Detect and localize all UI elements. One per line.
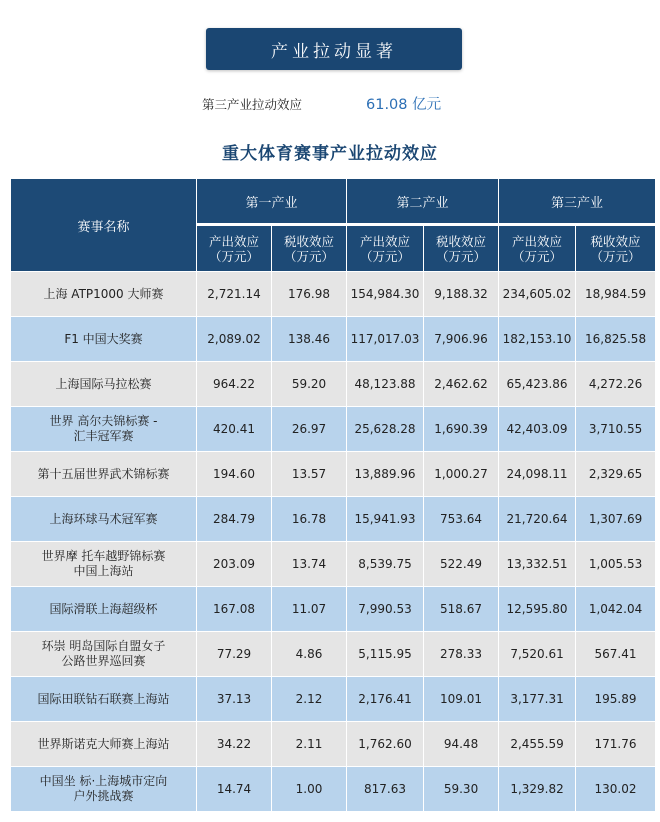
value-cell: 13.57	[272, 452, 346, 496]
event-name-cell: 国际田联钻石联赛上海站	[11, 677, 196, 721]
value-cell: 964.22	[197, 362, 271, 406]
summary-label: 第三产业拉动效应	[202, 97, 303, 112]
table-row	[11, 407, 655, 451]
value-cell: 518.67	[424, 587, 498, 631]
value-cell: 567.41	[576, 632, 655, 676]
value-cell: 18,984.59	[576, 272, 655, 316]
table-row	[11, 317, 655, 361]
value-cell: 3,177.31	[499, 677, 575, 721]
event-name-cell: 上海国际马拉松赛	[11, 362, 196, 406]
value-cell: 16,825.58	[576, 317, 655, 361]
event-name-cell: 环崇 明岛国际自盟女子 公路世界巡回赛	[11, 632, 196, 676]
value-cell: 138.46	[272, 317, 346, 361]
col-group-tertiary: 第三产业	[499, 179, 655, 225]
section-banner	[206, 28, 462, 70]
value-cell: 194.60	[197, 452, 271, 496]
value-cell: 234,605.02	[499, 272, 575, 316]
value-cell: 1,005.53	[576, 542, 655, 586]
value-cell: 2,455.59	[499, 722, 575, 766]
col-header-output: 产出效应 （万元）	[197, 226, 271, 271]
table-row	[11, 767, 655, 811]
col-header-tax: 税收效应 （万元）	[272, 226, 346, 271]
value-cell: 8,539.75	[347, 542, 423, 586]
value-cell: 522.49	[424, 542, 498, 586]
value-cell: 182,153.10	[499, 317, 575, 361]
value-cell: 130.02	[576, 767, 655, 811]
col-group-secondary: 第二产业	[347, 179, 498, 225]
event-name-cell: 国际滑联上海超级杯	[11, 587, 196, 631]
value-cell: 1,690.39	[424, 407, 498, 451]
col-header-tax: 税收效应 （万元）	[424, 226, 498, 271]
value-cell: 4.86	[272, 632, 346, 676]
value-cell: 1,762.60	[347, 722, 423, 766]
value-cell: 59.30	[424, 767, 498, 811]
value-cell: 7,906.96	[424, 317, 498, 361]
value-cell: 11.07	[272, 587, 346, 631]
value-cell: 77.29	[197, 632, 271, 676]
value-cell: 2,462.62	[424, 362, 498, 406]
table-row	[11, 272, 655, 316]
table-title: 重大体育赛事产业拉动效应	[222, 144, 438, 164]
value-cell: 94.48	[424, 722, 498, 766]
table-row	[11, 362, 655, 406]
event-name-cell: 中国坐 标·上海城市定向 户外挑战赛	[11, 767, 196, 811]
event-name-cell: 世界 高尔夫锦标赛 - 汇丰冠军赛	[11, 407, 196, 451]
value-cell: 5,115.95	[347, 632, 423, 676]
event-name-cell: 上海 ATP1000 大师赛	[11, 272, 196, 316]
value-cell: 12,595.80	[499, 587, 575, 631]
value-cell: 7,520.61	[499, 632, 575, 676]
table-row	[11, 497, 655, 541]
value-cell: 203.09	[197, 542, 271, 586]
value-cell: 117,017.03	[347, 317, 423, 361]
value-cell: 2,329.65	[576, 452, 655, 496]
value-cell: 13.74	[272, 542, 346, 586]
value-cell: 34.22	[197, 722, 271, 766]
table-header-row	[11, 179, 655, 225]
value-cell: 2.11	[272, 722, 346, 766]
event-name-cell: F1 中国大奖赛	[11, 317, 196, 361]
summary-value: 61.08 亿元	[366, 97, 442, 113]
table-row	[11, 587, 655, 631]
value-cell: 420.41	[197, 407, 271, 451]
value-cell: 2,089.02	[197, 317, 271, 361]
value-cell: 2.12	[272, 677, 346, 721]
value-cell: 109.01	[424, 677, 498, 721]
value-cell: 59.20	[272, 362, 346, 406]
col-header-output: 产出效应 （万元）	[347, 226, 423, 271]
value-cell: 42,403.09	[499, 407, 575, 451]
value-cell: 16.78	[272, 497, 346, 541]
col-header-tax: 税收效应 （万元）	[576, 226, 655, 271]
value-cell: 21,720.64	[499, 497, 575, 541]
col-group-primary: 第一产业	[197, 179, 346, 225]
value-cell: 1.00	[272, 767, 346, 811]
event-name-cell: 第十五届世界武术锦标赛	[11, 452, 196, 496]
value-cell: 1,042.04	[576, 587, 655, 631]
value-cell: 9,188.32	[424, 272, 498, 316]
value-cell: 284.79	[197, 497, 271, 541]
summary-row	[0, 91, 660, 115]
value-cell: 65,423.86	[499, 362, 575, 406]
value-cell: 24,098.11	[499, 452, 575, 496]
value-cell: 13,889.96	[347, 452, 423, 496]
event-name-cell: 上海环球马术冠军赛	[11, 497, 196, 541]
value-cell: 4,272.26	[576, 362, 655, 406]
value-cell: 3,710.55	[576, 407, 655, 451]
value-cell: 15,941.93	[347, 497, 423, 541]
event-name-cell: 世界斯诺克大师赛上海站	[11, 722, 196, 766]
value-cell: 1,329.82	[499, 767, 575, 811]
col-header-event-name: 赛事名称	[11, 179, 196, 271]
col-header-output: 产出效应 （万元）	[499, 226, 575, 271]
value-cell: 2,176.41	[347, 677, 423, 721]
value-cell: 26.97	[272, 407, 346, 451]
value-cell: 13,332.51	[499, 542, 575, 586]
value-cell: 171.76	[576, 722, 655, 766]
impact-table	[10, 178, 656, 812]
value-cell: 1,000.27	[424, 452, 498, 496]
value-cell: 37.13	[197, 677, 271, 721]
table-row	[11, 677, 655, 721]
value-cell: 1,307.69	[576, 497, 655, 541]
value-cell: 25,628.28	[347, 407, 423, 451]
value-cell: 176.98	[272, 272, 346, 316]
value-cell: 817.63	[347, 767, 423, 811]
value-cell: 753.64	[424, 497, 498, 541]
table-row	[11, 722, 655, 766]
value-cell: 14.74	[197, 767, 271, 811]
value-cell: 48,123.88	[347, 362, 423, 406]
table-row	[11, 542, 655, 586]
value-cell: 7,990.53	[347, 587, 423, 631]
table-row	[11, 632, 655, 676]
value-cell: 195.89	[576, 677, 655, 721]
table-row	[11, 452, 655, 496]
event-name-cell: 世界摩 托车越野锦标赛 中国上海站	[11, 542, 196, 586]
banner-title: 产业拉动显著	[271, 41, 397, 62]
value-cell: 154,984.30	[347, 272, 423, 316]
value-cell: 2,721.14	[197, 272, 271, 316]
value-cell: 278.33	[424, 632, 498, 676]
value-cell: 167.08	[197, 587, 271, 631]
